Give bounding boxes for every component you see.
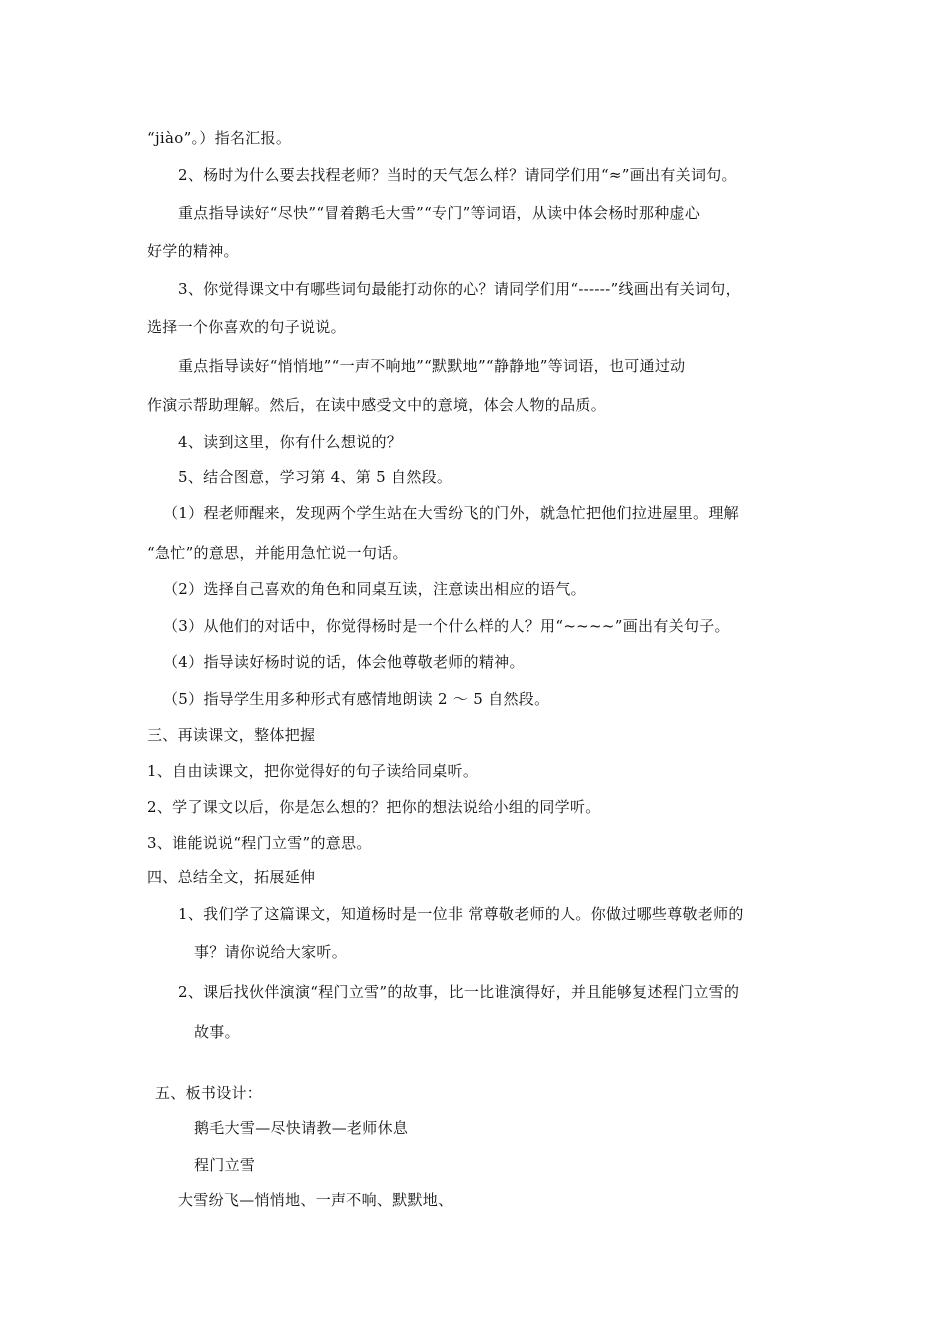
text-line: 事？请你说给大家听。	[194, 943, 348, 961]
text-line: 重点指导读好“尽快”“冒着鹅毛大雪”“专门”等词语，从读中体会杨时那种虚心	[178, 204, 701, 222]
text-line: 程门立雪	[194, 1156, 256, 1174]
text-line: 大雪纷飞—悄悄地、一声不响、默默地、	[178, 1191, 454, 1209]
text-line: 故事。	[194, 1023, 240, 1041]
text-line: 重点指导读好“悄悄地”“一声不响地”“默默地”“静静地”等词语，也可通过动	[178, 357, 686, 375]
text-line: 作演示帮助理解。然后，在读中感受文中的意境，体会人物的品质。	[147, 396, 607, 414]
section-heading: 四、总结全文，拓展延伸	[147, 868, 316, 886]
text-line: （4）指导读好杨时说的话，体会他尊敬老师的精神。	[163, 653, 525, 671]
text-line: 1、自由读课文，把你觉得好的句子读给同桌听。	[147, 762, 479, 780]
section-heading: 三、再读课文，整体把握	[147, 726, 316, 744]
text-line: “急忙”的意思，并能用急忙说一句话。	[147, 544, 408, 562]
text-line: 4、读到这里，你有什么想说的？	[178, 433, 403, 451]
text-line: （1）程老师醒来，发现两个学生站在大雪纷飞的门外，就急忙把他们拉进屋里。理解	[163, 504, 739, 522]
text-line: 2、课后找伙伴演演“程门立雪”的故事，比一比谁演得好，并且能够复述程门立雪的	[178, 983, 740, 1001]
text-line: 鹅毛大雪—尽快请教—老师休息	[194, 1119, 409, 1137]
text-line: 好学的精神。	[147, 242, 239, 260]
text-line: 3、你觉得课文中有哪些词句最能打动你的心？请同学们用“------”线画出有关词句，	[178, 280, 741, 298]
text-line: 2、学了课文以后，你是怎么想的？把你的想法说给小组的同学听。	[147, 798, 601, 816]
text-line: 3、谁能说说“程门立雪”的意思。	[147, 834, 372, 852]
text-line: （3）从他们的对话中，你觉得杨时是一个什么样的人？用“~~~~”画出有关句子。	[163, 617, 730, 635]
text-line: “jiào”。）指名汇报。	[147, 129, 292, 147]
text-line: 1、我们学了这篇课文，知道杨时是一位非 常尊敬老师的人。你做过哪些尊敬老师的	[178, 905, 744, 923]
text-line: 2、杨时为什么要去找程老师？当时的天气怎么样？请同学们用“≈”画出有关词句。	[178, 166, 737, 184]
section-heading: 五、板书设计：	[155, 1084, 263, 1102]
text-line: 5、结合图意，学习第 4、第 5 自然段。	[178, 468, 453, 486]
text-line: 选择一个你喜欢的句子说说。	[147, 318, 346, 336]
text-line: （5）指导学生用多种形式有感情地朗读 2 ～ 5 自然段。	[163, 690, 550, 708]
text-line: （2）选择自己喜欢的角色和同桌互读，注意读出相应的语气。	[163, 580, 586, 598]
